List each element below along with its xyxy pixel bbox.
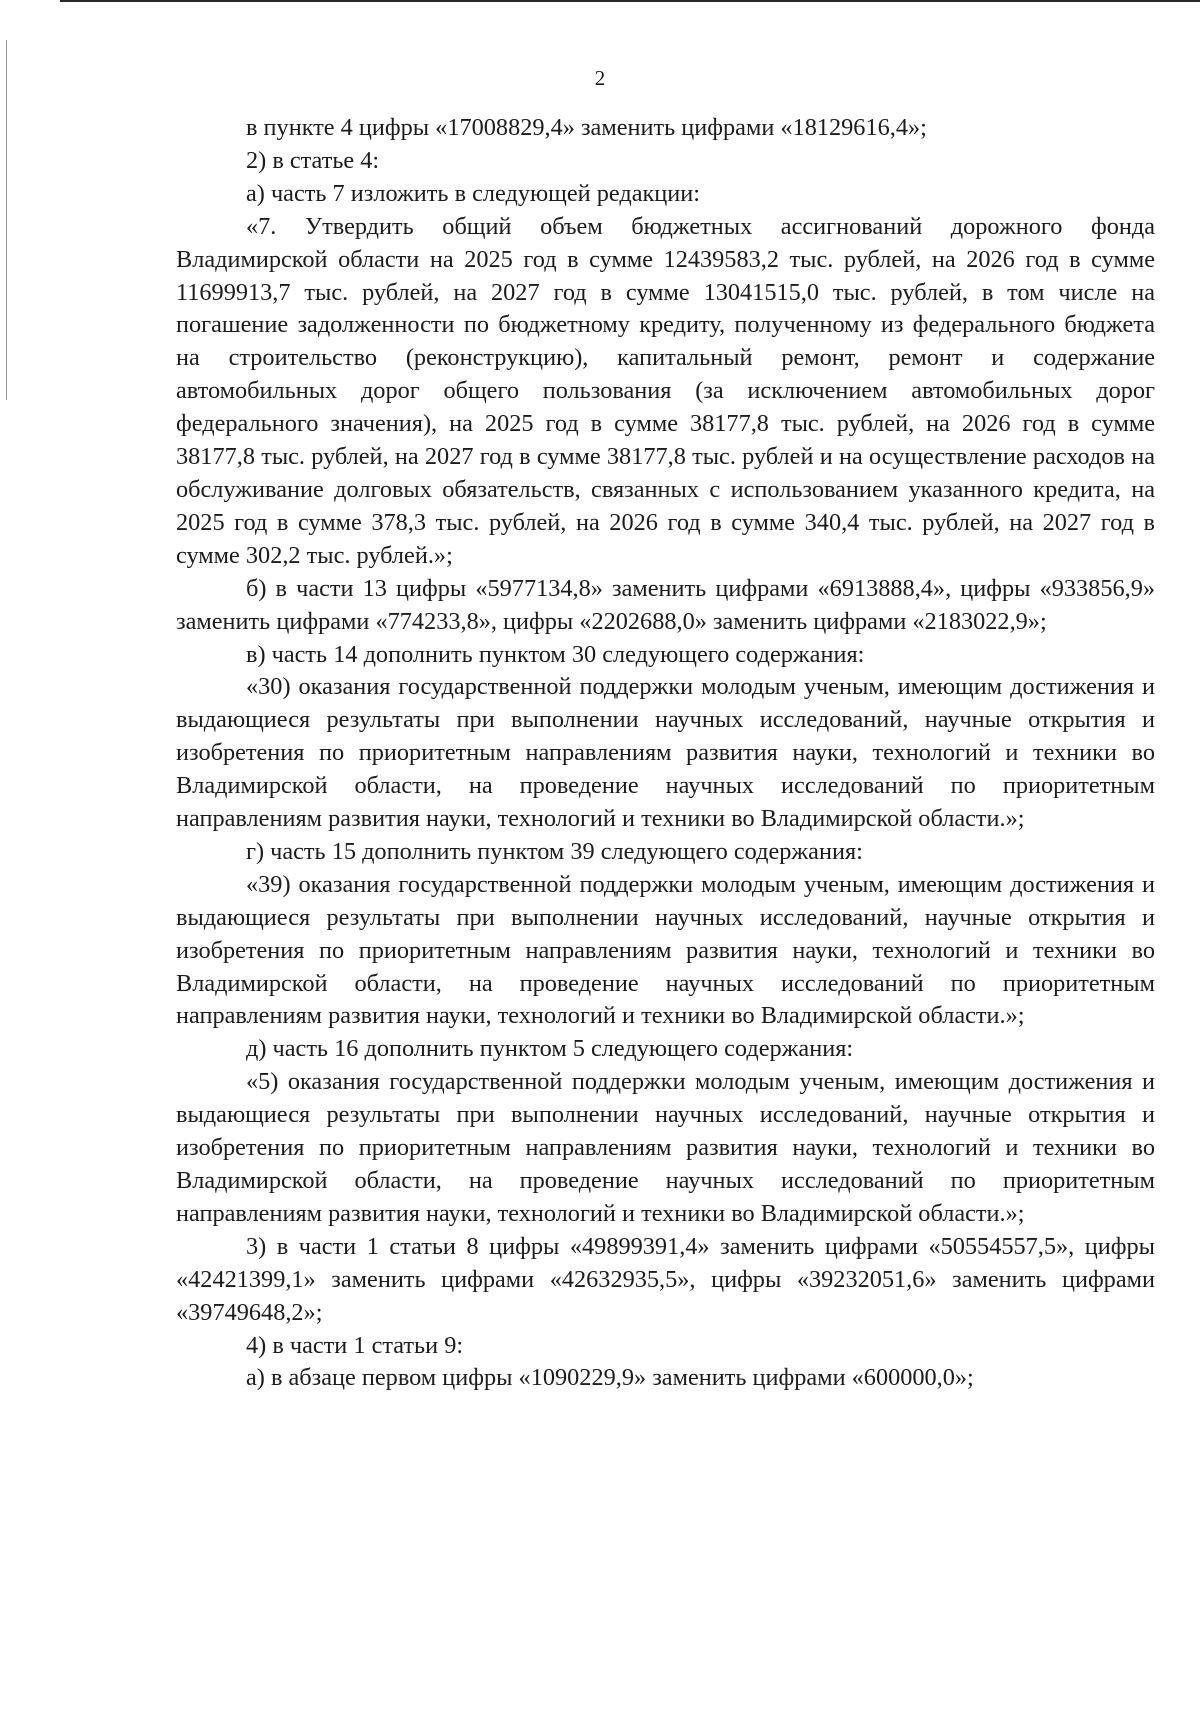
scan-edge-left <box>6 40 7 400</box>
page-number: 2 <box>594 66 606 90</box>
paragraph-part-7-heading: а) часть 7 изложить в следующей редакции: <box>246 179 701 207</box>
paragraph-article-9-first-abzac: а) в абзаце первом цифры «1090229,9» заменить цифрами «600000,0»; <box>246 1364 974 1392</box>
paragraph-part-15-heading: г) часть 15 дополнить пунктом 39 следующего содержания: <box>246 837 863 865</box>
scan-edge-top <box>60 0 1200 2</box>
paragraph-article-4-heading: 2) в статье 4: <box>246 146 380 174</box>
paragraph-part-7-text: «7. Утвердить общий объем бюджетных ассигнований дорожного фонда Владимирской области на 2025 год в сумме 12439583,2 тыс. рублей, на 2026 год в сумме 11699913,7 тыс. рублей, на 2027 год в сумме 13041515,0 тыс. рублей, в том числе на погашение задолженности по бюджетному кредиту, полученному из федерального бюджета на строительство (реконструкцию), капитальный ремонт, ремонт и содержание автомобильных дорог общего пользования (за исключением автомобильных дорог федерального значения), на 2025 год в сумме 38177,8 тыс. рублей, на 2026 год в сумме 38177,8 тыс. рублей, на 2027 год в сумме 38177,8 тыс. рублей и на осуществление расходов на обслуживание долговых обязательств, связанных с использованием указанного кредита, на 2025 год в сумме 378,3 тыс. рублей, на 2026 год в сумме 340,4 тыс. рублей, на 2027 год в сумме 302,2 тыс. рублей.»; <box>176 212 1155 569</box>
paragraph-part-14-heading: в) часть 14 дополнить пунктом 30 следующего содержания: <box>246 640 865 668</box>
paragraph-article-9-heading: 4) в части 1 статьи 9: <box>246 1331 464 1359</box>
paragraph-part-13-amendment: б) в части 13 цифры «5977134,8» заменить цифрами «6913888,4», цифры «933856,9» заменить цифрами «774233,8», цифры «2202688,0» заменить цифрами «2183022,9»; <box>176 574 1155 635</box>
paragraph-item-4-amendment: в пункте 4 цифры «17008829,4» заменить цифрами «18129616,4»; <box>246 114 927 141</box>
paragraph-part-14-item-30: «30) оказания государственной поддержки молодым ученым, имеющим достижения и выдающиеся результаты при выполнении научных исследований, научные открытия и изобретения по приоритетным направлениям развития науки, технологий и техники во Владимирской области, на проведение научных исследований по приоритетным направлениям развития науки, технологий и техники во Владимирской области.»; <box>176 673 1155 833</box>
paragraph-article-8-amendment: 3) в части 1 статьи 8 цифры «49899391,4» заменить цифрами «50554557,5», цифры «42421399,1» заменить цифрами «42632935,5», цифры «39232051,6» заменить цифрами «39749648,2»; <box>176 1232 1155 1326</box>
paragraph-part-16-heading: д) часть 16 дополнить пунктом 5 следующего содержания: <box>246 1035 854 1063</box>
document-body <box>176 112 1155 1395</box>
paragraph-part-16-item-5: «5) оказания государственной поддержки молодым ученым, имеющим достижения и выдающиеся результаты при выполнении научных исследований, научные открытия и изобретения по приоритетным направлениям развития науки, технологий и техники во Владимирской области, на проведение научных исследований по приоритетным направлениям развития науки, технологий и техники во Владимирской области.»; <box>176 1068 1155 1227</box>
paragraph-part-15-item-39: «39) оказания государственной поддержки молодым ученым, имеющим достижения и выдающиеся результаты при выполнении научных исследований, научные открытия и изобретения по приоритетным направлениям развития науки, технологий и техники во Владимирской области, на проведение научных исследований по приоритетным направлениям развития науки, технологий и техники во Владимирской области.»; <box>176 870 1155 1030</box>
